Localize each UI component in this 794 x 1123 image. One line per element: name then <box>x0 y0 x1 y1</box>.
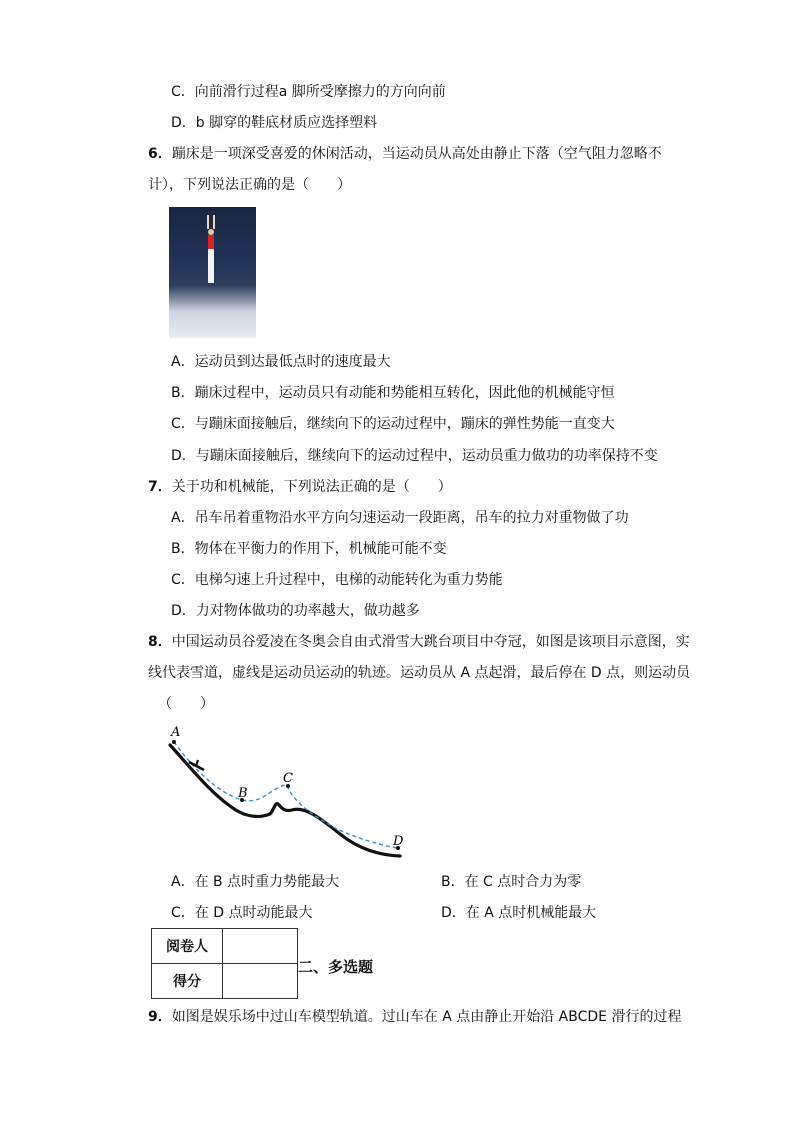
q7-number: 7． <box>148 479 172 495</box>
q6-option-c: C．与蹦床面接触后，继续向下的运动过程中，蹦床的弹性势能一直变大 <box>171 416 615 432</box>
q8-stem-text: 中国运动员谷爱凌在冬奥会自由式滑雪大跳台项目中夺冠，如图是该项目示意图，实 <box>171 634 690 650</box>
label-d: D <box>393 834 404 849</box>
q7-option-d: D．力对物体做功的功率越大，做功越多 <box>171 603 420 619</box>
reviewer-field[interactable] <box>223 929 298 964</box>
q8-option-b: B．在 C 点时合力为零 <box>441 874 582 890</box>
q6-option-b: B．蹦床过程中，运动员只有动能和势能相互转化，因此他的机械能守恒 <box>171 385 615 401</box>
q9-stem-text: 如图是娱乐场中过山车模型轨道。过山车在 A 点由静止开始沿 ABCDE 滑行的过程 <box>171 1009 682 1025</box>
q8-stem-line2: 线代表雪道，虚线是运动员运动的轨迹。运动员从 A 点起滑，最后停在 D 点，则运动员 <box>148 665 691 681</box>
q7-option-a: A．吊车吊着重物沿水平方向匀速运动一段距离，吊车的拉力对重物做了功 <box>171 510 629 526</box>
q6-stem-line1 <box>148 144 662 164</box>
q8-number: 8． <box>148 634 172 650</box>
q7-stem-text: 关于功和机械能，下列说法正确的是（ ） <box>171 479 452 495</box>
score-field[interactable] <box>223 964 298 999</box>
athlete-figure <box>205 215 217 285</box>
q6-number: 6． <box>148 146 172 162</box>
point-a-marker <box>172 740 176 744</box>
label-a: A <box>171 725 181 740</box>
q6-option-a: A．运动员到达最低点时的速度最大 <box>171 354 391 370</box>
q9-number: 9． <box>148 1009 172 1025</box>
q5-option-d: D．b 脚穿的鞋底材质应选择塑料 <box>171 115 378 131</box>
q6-option-d: D．与蹦床面接触后，继续向下的运动过程中，运动员重力做功的功率保持不变 <box>171 448 658 464</box>
q8-option-c: C．在 D 点时动能最大 <box>171 905 313 921</box>
q8-option-a: A．在 B 点时重力势能最大 <box>171 874 340 890</box>
q5-option-c: C．向前滑行过程a 脚所受摩擦力的方向向前 <box>171 84 446 100</box>
q9-stem-line1 <box>148 1007 681 1027</box>
label-c: C <box>283 771 293 786</box>
q7-option-c: C．电梯匀速上升过程中，电梯的动能转化为重力势能 <box>171 572 503 588</box>
reviewer-label: 阅卷人 <box>152 929 223 964</box>
ski-jump-diagram <box>160 722 420 867</box>
section-title: 二、多选题 <box>298 958 374 976</box>
q6-stem-line2: 计），下列说法正确的是（ ） <box>148 177 351 193</box>
q7-stem <box>148 477 452 497</box>
q8-stem-line1 <box>148 632 690 652</box>
score-label: 得分 <box>152 964 223 999</box>
q8-option-d: D．在 A 点时机械能最大 <box>441 905 597 921</box>
trampoline-photo <box>169 207 256 338</box>
label-b: B <box>238 786 248 801</box>
trajectory-path <box>174 742 398 848</box>
q7-option-b: B．物体在平衡力的作用下，机械能可能不变 <box>171 541 447 557</box>
q6-stem-text: 蹦床是一项深受喜爱的休闲活动，当运动员从高处由静止下落（空气阻力忽略不 <box>171 146 662 162</box>
score-table <box>151 928 298 999</box>
snow-track <box>170 745 400 856</box>
q8-stem-line3: （ ） <box>158 696 214 712</box>
